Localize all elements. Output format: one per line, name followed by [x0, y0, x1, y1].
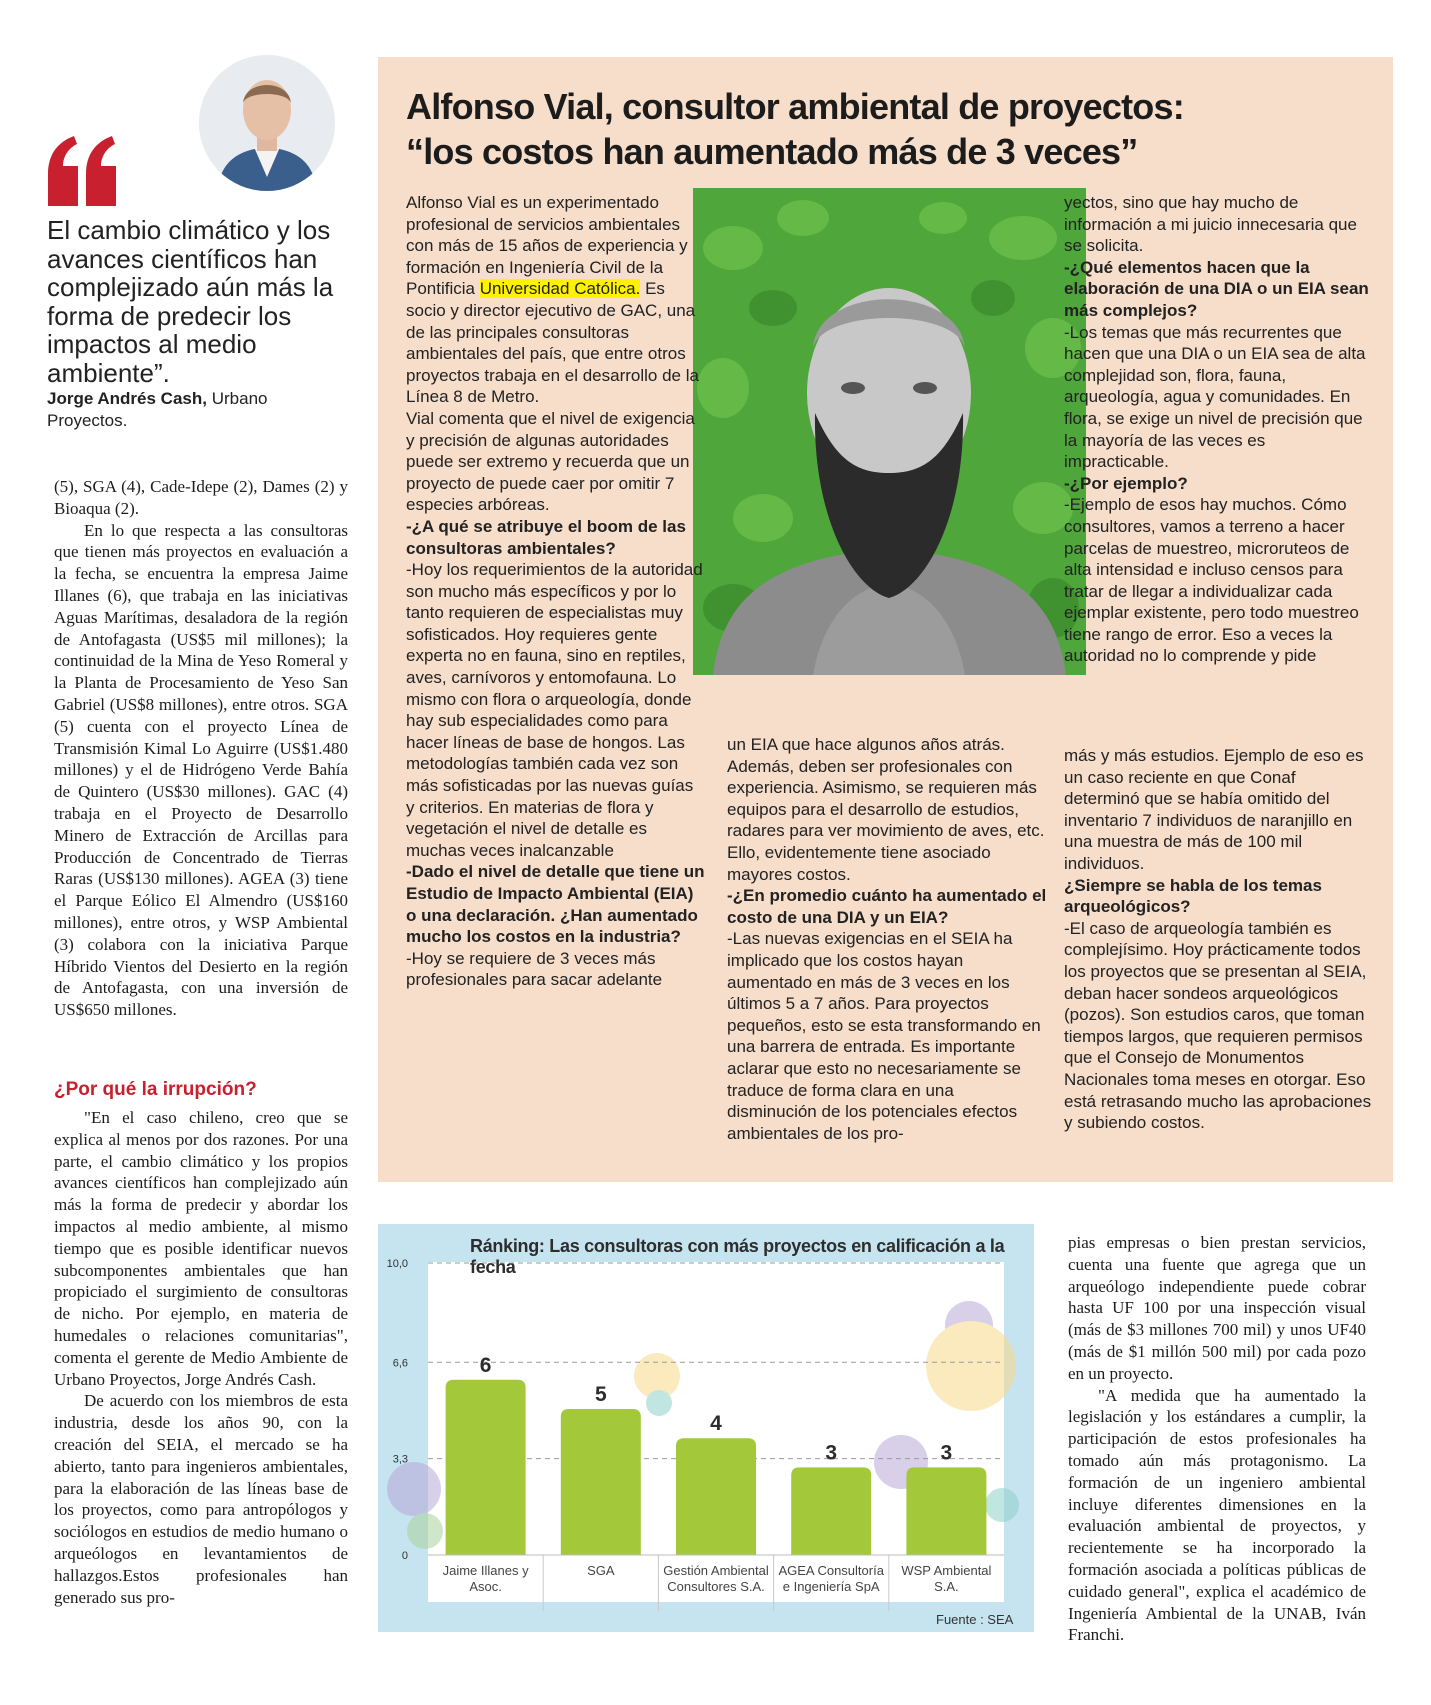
right-column-bottom: [1068, 1232, 1366, 1646]
answer-2: -Hoy se requiere de 3 veces más profesionales para sacar adelante: [406, 948, 663, 990]
interview-headline: [406, 84, 1386, 174]
bubble-deco: [387, 1462, 441, 1516]
answer-5: -Ejemplo de esos hay muchos. Cómo consultores, vamos a terreno a hacer parcelas de muestreo, microruteos de alta intensidad e incluso censos para tratar de llegar a individualizar cada ejemplar existente, pero todo muestreo tiene rango de error. Eso a veces la autoridad no lo comprende y pide: [1064, 495, 1359, 666]
intro-paragraph-2: Vial comenta que el nivel de exigencia y precisión de algunas autoridades puede ser extremo y recuerda que un proyecto de puede caer por omitir 7 especies arbóreas.: [406, 408, 695, 515]
question-5: -¿Por ejemplo?: [1064, 473, 1188, 493]
x-category-label: AGEA Consultoría e Ingeniería SpA: [778, 1563, 884, 1594]
headline-line-1: Alfonso Vial, consultor ambiental de proyectos:: [406, 86, 1184, 127]
left-column-top: [54, 476, 348, 1021]
y-tick-label: 6,6: [392, 1357, 408, 1370]
bar-value-label: 3: [940, 1441, 953, 1465]
answer-1: -Hoy los requerimientos de la autoridad son mucho más específicos y por lo tanto requieren de especialistas muy sofisticados. Hoy requieres gente experta no en fauna, sino en reptiles, aves, carnívoros y entomofauna. Lo mismo con flora o arqueología, donde hay sub especialidades como para hacer líneas de base de hongos. Las metodologías también cada vez son más sofisticadas por las nuevas guías y criterios. En materias de flora y vegetación el nivel de detalle es muchas veces inalcanzable: [406, 560, 703, 860]
y-tick-label: 3,3: [392, 1453, 408, 1466]
chart-bar: [676, 1438, 756, 1555]
answer-5-continued: más y más estudios. Ejemplo de eso es un caso reciente en que Conaf determinó que se había omitido del inventario 7 individuos de naranjillo en una muestra de más de 100 mil individuos.: [1064, 746, 1364, 873]
bubble-deco: [985, 1488, 1019, 1522]
chart-bar: [906, 1467, 986, 1555]
left-para-2: En lo que respecta a las consultoras que tienen más proyectos en evaluación a la fecha, se encuentra la empresa Jaime Illanes (6), que trabaja en las iniciativas Aguas Marítimas, desaladora de la región de Antofagasta (US$5 mil millones); la continuidad de la Mina de Yeso Romeral y la Planta de Procesamiento de Yeso San Gabriel (US$8 millones), entre otros. SGA (5) cuenta con el proyecto Línea de Transmisión Kimal Lo Aguirre (US$1.480 millones) y el de Hidrógeno Verde Bahía de Quintero (US$30 millones). GAC (4) trabaja en el Proyecto de Desarrollo Minero de Extracción de Arcillas para Producción de Concentrado de Tierras Raras (US$130 millones). AGEA (3) tiene el Parque Eólico El Almendro (US$160 millones), entre otros, y WSP Ambiental (3) colabora con la iniciativa Parque Híbrido Vientos del Desierto en la región de Antofagasta, con una inversión de US$650 millones.: [54, 520, 348, 1020]
bubble-deco: [407, 1513, 443, 1549]
answer-6: -El caso de arqueología también es complejísimo. Hoy prácticamente todos los proyectos que se presentan al SEIA, deban hacer sondeos arqueológicos (pozos). Son estudios caros, que toman tiempos largos, que requieren permisos que el Consejo de Monumentos Nacionales toma meses en otorgar. Eso está retrasando mucho las aprobaciones y subiendo costos.: [1064, 918, 1372, 1133]
answer-3-continued: yectos, sino que hay mucho de información a mi juicio innecesaria que se solicita.: [1064, 193, 1357, 256]
highlighted-university: Universidad Católica.: [479, 279, 641, 299]
section-title: ¿Por qué la irrupción?: [54, 1079, 257, 1100]
left-column-bottom: [54, 1107, 348, 1608]
chart-bar: [446, 1380, 526, 1555]
interviewee-photo: [693, 188, 1086, 675]
intro-text-cont: Es socio y director ejecutivo de GAC, una de las principales consultoras ambientales del país, que entre otros proyectos trabaja en el desarrollo de la Línea 8 de Metro.: [406, 279, 699, 407]
bar-value-label: 6: [479, 1353, 492, 1377]
quote-author-org: Urbano Proyectos.: [47, 389, 268, 430]
bubble-deco: [926, 1321, 1016, 1411]
chart-source: Fuente : SEA: [936, 1612, 1014, 1627]
right-para-1: pias empresas o bien prestan servicios, cuenta una fuente que agrega que un arqueólogo independiente puede cobrar hasta UF 100 por una inspección visual (más de $3 millones 700 mil) y unos UF40 (más de $1 millón 500 mil) por cada pozo en un proyecto.: [1068, 1233, 1366, 1383]
x-category-label: Jaime Illanes y Asoc.: [442, 1563, 529, 1594]
right-para-2: "A medida que ha aumentado la legislación y los estándares a cumplir, la participación de estos profesionales ha tomado aún más protagonismo. La formación de un ingeniero ambiental incluye diferentes dimensiones en la evaluación ambiental de proyectos, y recientemente se ha incorporado la formación asociada a políticas públicas de cuidado general", explica el académico de Ingeniería Ambiental de la UNAB, Iván Franchi.: [1068, 1385, 1366, 1645]
x-category-label: WSP Ambiental S.A.: [901, 1563, 992, 1594]
quote-author-name: Jorge Andrés Cash,: [47, 389, 207, 408]
interview-column-3-bottom: [1064, 745, 1374, 1134]
interview-column-3: [1064, 192, 1374, 667]
bar-value-label: 5: [594, 1383, 607, 1406]
question-6: ¿Siempre se habla de los temas arqueológicos?: [1064, 875, 1322, 917]
left-para-3: "En el caso chileno, creo que se explica al menos por dos razones. Por una parte, el cambio climático y los propios avances científicos han complejizado aún más la forma de predecir y abordar los impactos al medio ambiente, al mismo tiempo que es posible identificar nuevos subcomponentes ambientales que han propiciado el surgimiento de consultoras de nicho. Por ejemplo, en materia de humedales o relaciones comunitarias", comenta el gerente de Medio Ambiente de Urbano Proyectos, Jorge Andrés Cash.: [54, 1108, 348, 1389]
y-tick-label: 0: [401, 1550, 408, 1562]
x-category-label: Gestión Ambiental Consultores S.A.: [663, 1563, 769, 1594]
pull-quote: El cambio climático y los avances científicos han complejizado aún más la forma de predecir los impactos al medio ambiente”.: [47, 215, 334, 388]
bar-value-label: 4: [710, 1412, 722, 1436]
headline-line-2: “los costos han aumentado más de 3 veces”: [406, 131, 1138, 172]
left-para-4: De acuerdo con los miembros de esta industria, desde los años 90, con la creación del SEIA, el mercado se ha abierto, tanto para ingenieros ambientales, para la elaboración de las líneas base de los proyectos, como para antropólogos y sociólogos en estudios de medio humano o arqueólogos en levantamientos de hallazgos.Estos profesionales han generado sus pro-: [54, 1391, 348, 1607]
y-tick-label: 10,0: [386, 1258, 408, 1270]
question-1: -¿A qué se atribuye el boom de las consultoras ambientales?: [406, 516, 686, 558]
intro-paragraph: [406, 192, 706, 408]
question-4: -¿Qué elementos hacen que la elaboración de una DIA o un EIA sean más complejos?: [1064, 257, 1369, 320]
left-para-1: (5), SGA (4), Cade-Idepe (2), Dames (2) y Bioaqua (2).: [54, 477, 348, 518]
chart-bar: [561, 1409, 641, 1555]
author-avatar: [199, 55, 335, 191]
answer-3: -Las nuevas exigencias en el SEIA ha implicado que los costos hayan aumentado en más de 3 veces en los últimos 5 a 7 años. Para proyectos pequeños, esto se esta transformando en una barrera de entrada. Es importante aclarar que esto no necesariamente se traduce de forma clara en una disminución de los potenciales efectos ambientales de los pro-: [727, 929, 1041, 1143]
question-2: -Dado el nivel de detalle que tiene un Estudio de Impacto Ambiental (EIA) o una declaración. ¿Han aumentado mucho los costos en la industria?: [406, 862, 705, 947]
question-3: -¿En promedio cuánto ha aumentado el costo de una DIA y un EIA?: [727, 886, 1047, 927]
bubble-deco: [646, 1390, 672, 1416]
chart-bar: [791, 1467, 871, 1555]
chart-title: Ránking: Las consultoras con más proyectos en calificación a la fecha: [470, 1236, 1005, 1277]
intro-text: Alfonso Vial es un experimentado profesional de servicios ambientales con más de 15 años de experiencia y formación en Ingeniería Civil de la Pontificia: [406, 193, 688, 299]
interview-column-2: [727, 734, 1047, 1144]
interview-column-1: [406, 192, 706, 991]
answer-4: -Los temas que más recurrentes que hacen que una DIA o un EIA sea de alta complejidad son, flora, fauna, arqueología, agua y comunidades. En flora, se exige un nivel de precisión que la mayoría de las veces es impracticable.: [1064, 322, 1366, 472]
bar-value-label: 3: [825, 1441, 838, 1465]
quote-mark-icon: [46, 136, 118, 216]
x-category-label: SGA: [587, 1563, 615, 1578]
quote-author: [47, 388, 337, 431]
answer-2-continued: un EIA que hace algunos años atrás. Además, deben ser profesionales con experiencia. Asimismo, se requieren más equipos para el desarrollo de estudios, radares para ver movimiento de aves, etc. Ello, evidentemente tiene asociado mayores costos.: [727, 735, 1045, 884]
